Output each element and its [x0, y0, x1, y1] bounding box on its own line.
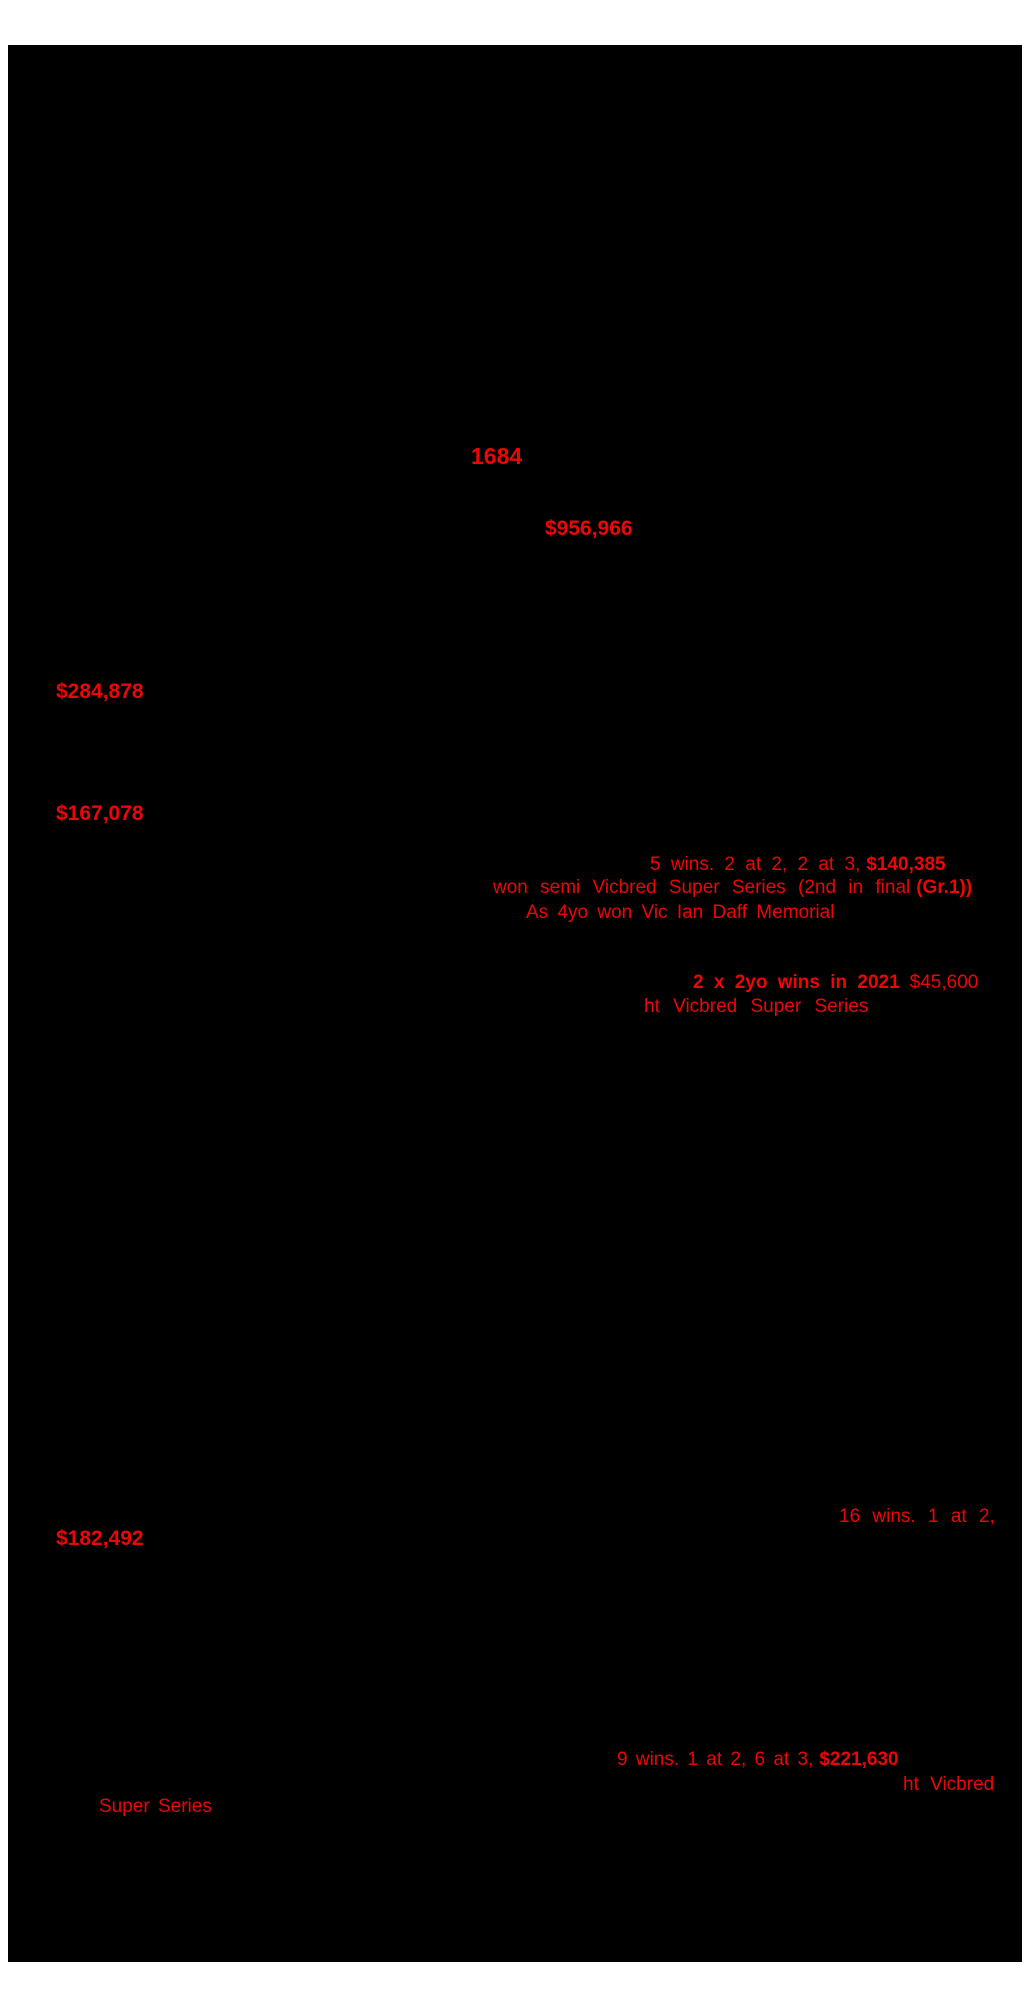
- group-race-grade: (Gr.1)): [916, 877, 973, 898]
- race-record-text: 9 wins. 1 at 2, 6 at 3,: [617, 1749, 814, 1770]
- earnings-amount: $284,878: [56, 680, 144, 703]
- earnings-amount: $167,078: [56, 802, 144, 825]
- race-record-note: As 4yo won Vic Ian Daff Memorial: [526, 902, 835, 923]
- race-record-note: [617, 1749, 899, 1772]
- sire-earnings-amount: $956,966: [545, 517, 633, 540]
- earnings-amount: $140,385: [866, 854, 946, 875]
- race-record-text: won semi Vicbred Super Series (2nd in final: [493, 877, 911, 898]
- lot-number: 1684: [471, 443, 523, 469]
- race-record-note: [493, 877, 972, 900]
- race-record-note: [693, 972, 978, 995]
- earnings-amount: $45,600: [909, 972, 979, 993]
- race-record-note: ht Vicbred: [903, 1774, 995, 1795]
- earnings-amount: $221,630: [819, 1749, 899, 1770]
- race-record-note: [650, 854, 946, 877]
- race-record-text: 5 wins. 2 at 2, 2 at 3,: [650, 854, 861, 875]
- race-record-note: 16 wins. 1 at 2,: [839, 1506, 995, 1527]
- race-record-note: Super Series: [99, 1796, 212, 1817]
- dam-earnings-amount: $182,492: [56, 1527, 144, 1550]
- race-record-text: 2 x 2yo wins in 2021: [693, 972, 900, 993]
- redacted-content-block: [8, 45, 1022, 1962]
- race-record-note: ht Vicbred Super Series: [644, 996, 869, 1017]
